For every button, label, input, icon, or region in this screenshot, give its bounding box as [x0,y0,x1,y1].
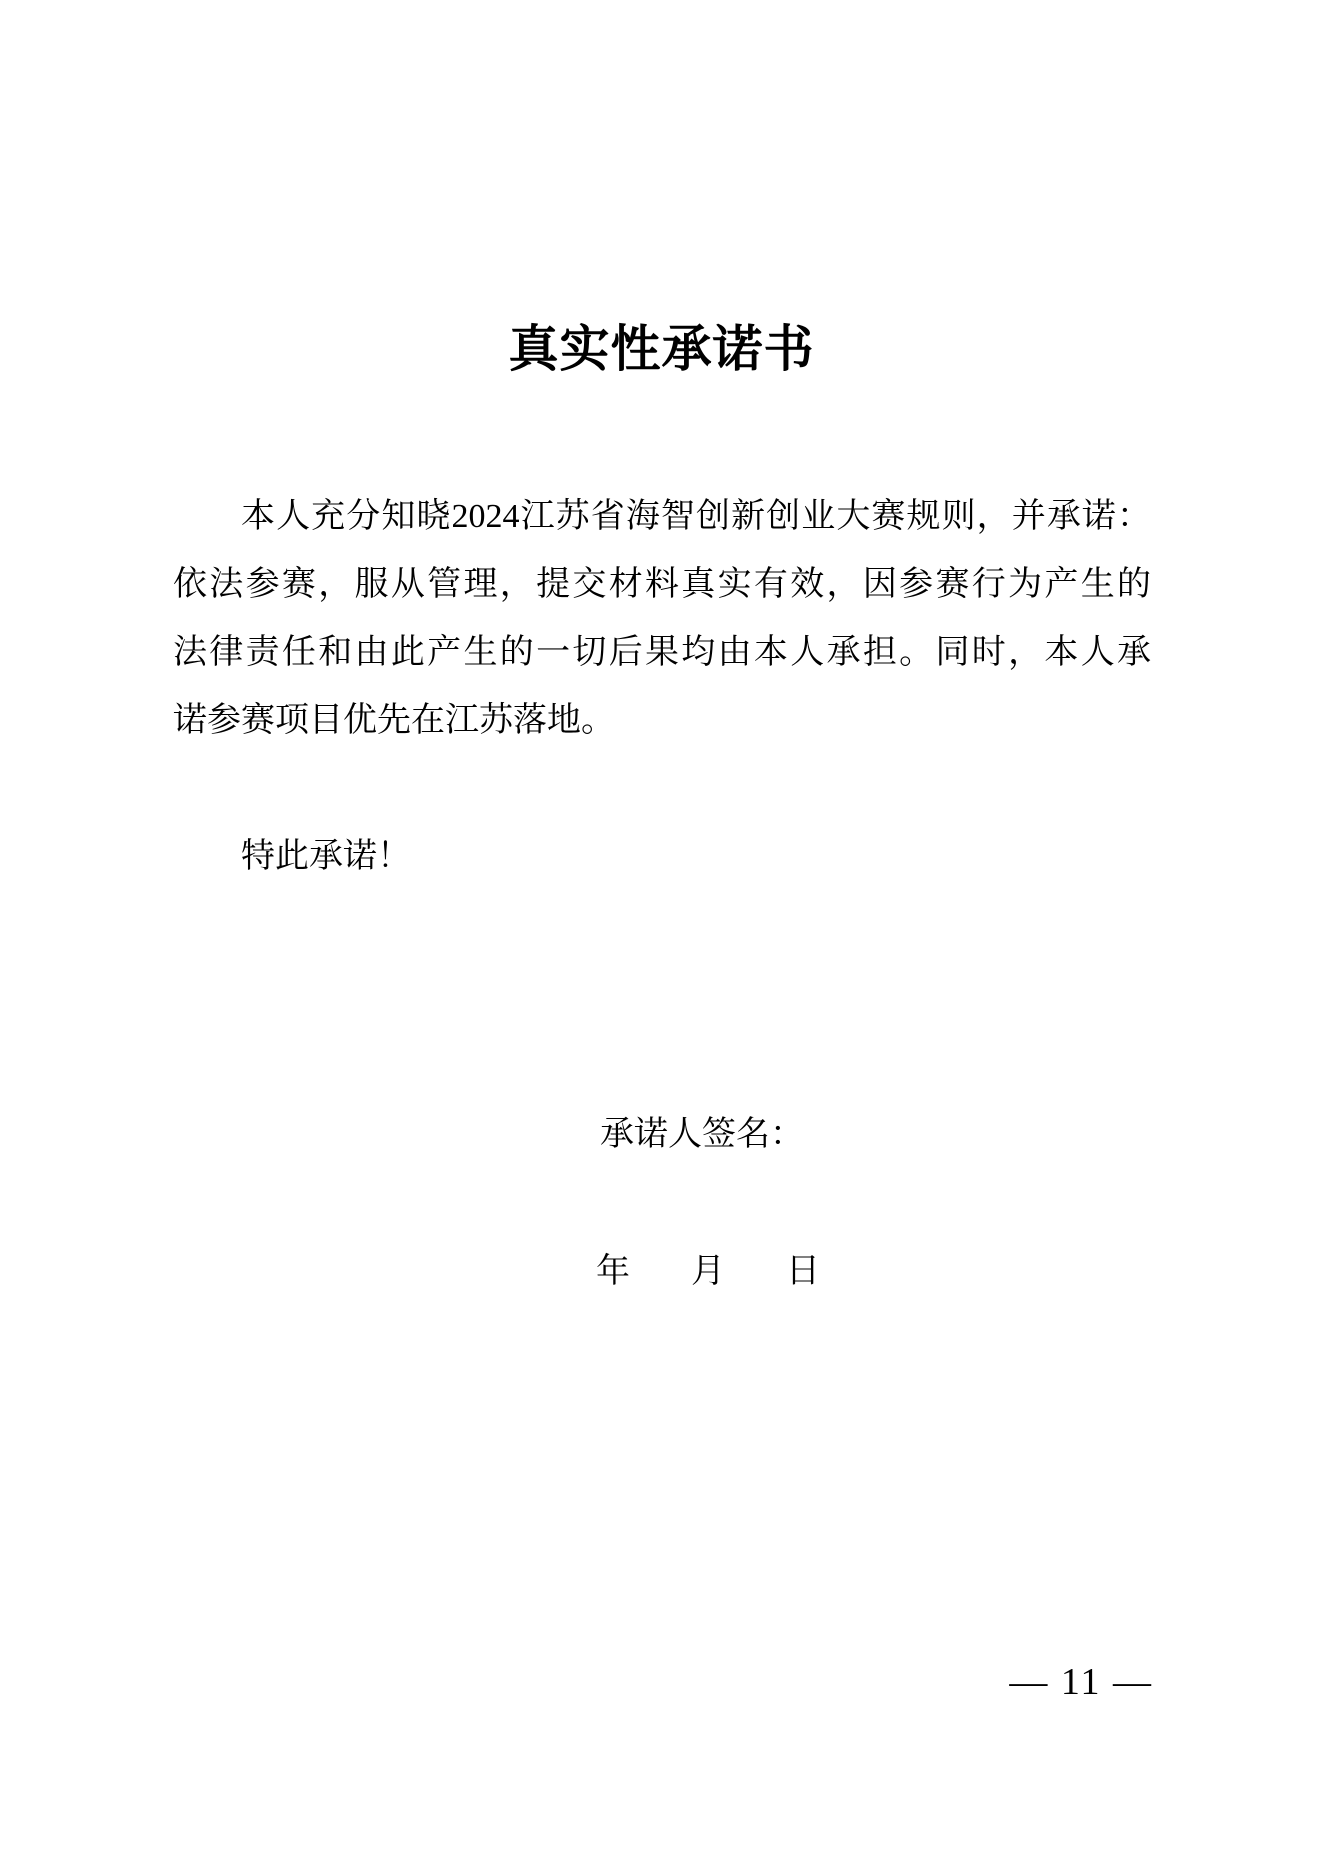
date-month-label: 月 [691,1253,725,1290]
paragraph-line: 依法参赛，服从管理，提交材料真实有效，因参赛行为产生的 [173,566,1151,603]
commitment-paragraph [173,483,1151,755]
paragraph-line: 诺参赛项目优先在江苏落地。 [173,702,615,739]
page-number: — 11 — [1009,1661,1153,1703]
date-year-label: 年 [596,1253,630,1290]
date-day-label: 日 [786,1253,820,1290]
date-line [0,1238,1323,1306]
paragraph-line: 法律责任和由此产生的一切后果均由本人承担。同时，本人承 [173,634,1151,671]
signer-signature-label: 承诺人签名： [600,1116,804,1153]
paragraph-line: 本人充分知晓2024江苏省海智创新创业大赛规则，并承诺： [241,498,1151,535]
page-title: 真实性承诺书 [508,321,815,377]
closing-statement: 特此承诺！ [241,838,411,875]
